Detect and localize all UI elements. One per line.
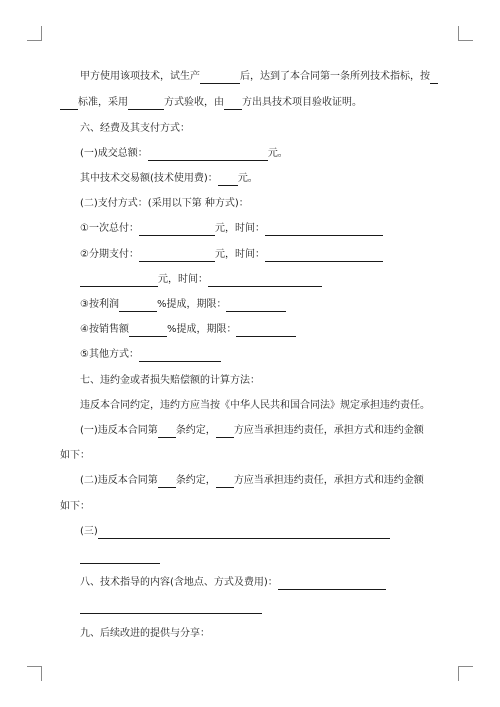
paragraph-line (80, 273, 322, 287)
paragraph-line (80, 70, 438, 84)
text: 方应当承担违约责任，承担方式和违约金额 (233, 475, 424, 486)
text: ④按销售额 (80, 324, 129, 335)
text: 条约定， (175, 425, 216, 436)
text: 后，达到了本合同第一条所列技术指标，按 (240, 71, 430, 82)
text: ⑤其他方式： (80, 349, 139, 360)
blank-field (224, 96, 242, 110)
text: ①一次总付： (80, 223, 139, 234)
text: 条约定， (175, 475, 216, 486)
crop-mark-top-right (458, 26, 473, 41)
text: 违反本合同约定，违约方应当按《中华人民共和国合同法》规定承担违约责任。 (80, 400, 430, 411)
paragraph-line (80, 600, 262, 614)
text: (三) (80, 526, 98, 537)
text: 如下： (60, 450, 90, 461)
blank-field (430, 70, 438, 84)
crop-mark-bottom-left (27, 666, 42, 681)
paragraph-line (60, 500, 90, 514)
text: 方应当承担违约责任，承担方式和违约金额 (233, 425, 424, 436)
paragraph-line (80, 197, 249, 211)
text: 八、技术指导的内容(含地点、方式及费用)： (80, 577, 278, 588)
text: 元，时间： (214, 223, 265, 234)
paragraph-line (60, 96, 362, 110)
blank-field (139, 348, 221, 362)
text: 如下： (60, 501, 90, 512)
blank-field (265, 248, 383, 262)
paragraph-line (80, 525, 390, 539)
paragraph-line (80, 424, 424, 438)
text: ②分期支付： (80, 249, 139, 260)
section-heading (80, 122, 190, 136)
section-heading (80, 374, 260, 388)
text: 方式验收，由 (164, 97, 224, 108)
blank-field (218, 172, 238, 186)
blank-field (158, 424, 176, 438)
paragraph-line (80, 348, 221, 362)
blank-field (226, 298, 286, 312)
blank-field (216, 424, 234, 438)
paragraph-line (60, 449, 90, 463)
text: 元。 (267, 148, 288, 159)
text: 标准，采用 (78, 97, 128, 108)
text: (一)成交总额： (80, 148, 148, 159)
text: 方出具技术项目验收证明。 (242, 97, 362, 108)
section-heading (80, 576, 386, 590)
paragraph-line (80, 474, 424, 488)
text: %提成，期限： (166, 324, 237, 335)
blank-field (128, 96, 164, 110)
blank-field (265, 222, 383, 236)
text: 元，时间： (214, 249, 265, 260)
text: 其中技术交易额(技术使用费)： (80, 173, 218, 184)
blank-field (139, 248, 215, 262)
blank-field (208, 273, 322, 287)
blank-field (278, 576, 386, 590)
text: ③按利润 (80, 299, 119, 310)
paragraph-line (80, 172, 258, 186)
blank-field (80, 273, 158, 287)
blank-field (148, 147, 268, 161)
text: 元，时间： (158, 274, 208, 285)
paragraph-line (80, 323, 296, 337)
blank-field (60, 96, 78, 110)
paragraph-line (80, 399, 430, 413)
paragraph-line (80, 248, 383, 262)
blank-field (119, 298, 157, 312)
crop-mark-bottom-right (458, 666, 473, 681)
text: (二)支付方式：(采用以下第 种方式)： (80, 198, 249, 209)
blank-field (139, 222, 215, 236)
paragraph-line (80, 298, 286, 312)
paragraph-line (80, 222, 383, 236)
section-heading (80, 627, 210, 641)
blank-field (200, 70, 240, 84)
text: 七、违约金或者损失赔偿额的计算方法： (80, 375, 260, 386)
text: 六、经费及其支付方式： (80, 123, 190, 134)
paragraph-line (80, 550, 160, 564)
text: 甲方使用该项技术，试生产 (80, 71, 200, 82)
blank-field (98, 525, 390, 539)
blank-field (129, 323, 167, 337)
text: (二)违反本合同第 (80, 475, 158, 486)
text: 元。 (237, 173, 258, 184)
blank-field (216, 474, 234, 488)
paragraph-line (80, 147, 288, 161)
blank-field (80, 600, 262, 614)
blank-field (158, 474, 176, 488)
text: %提成，期限： (156, 299, 227, 310)
blank-field (236, 323, 296, 337)
text: (一)违反本合同第 (80, 425, 158, 436)
text: 九、后续改进的提供与分享： (80, 628, 210, 639)
crop-mark-top-left (27, 26, 42, 41)
blank-field (80, 550, 160, 564)
